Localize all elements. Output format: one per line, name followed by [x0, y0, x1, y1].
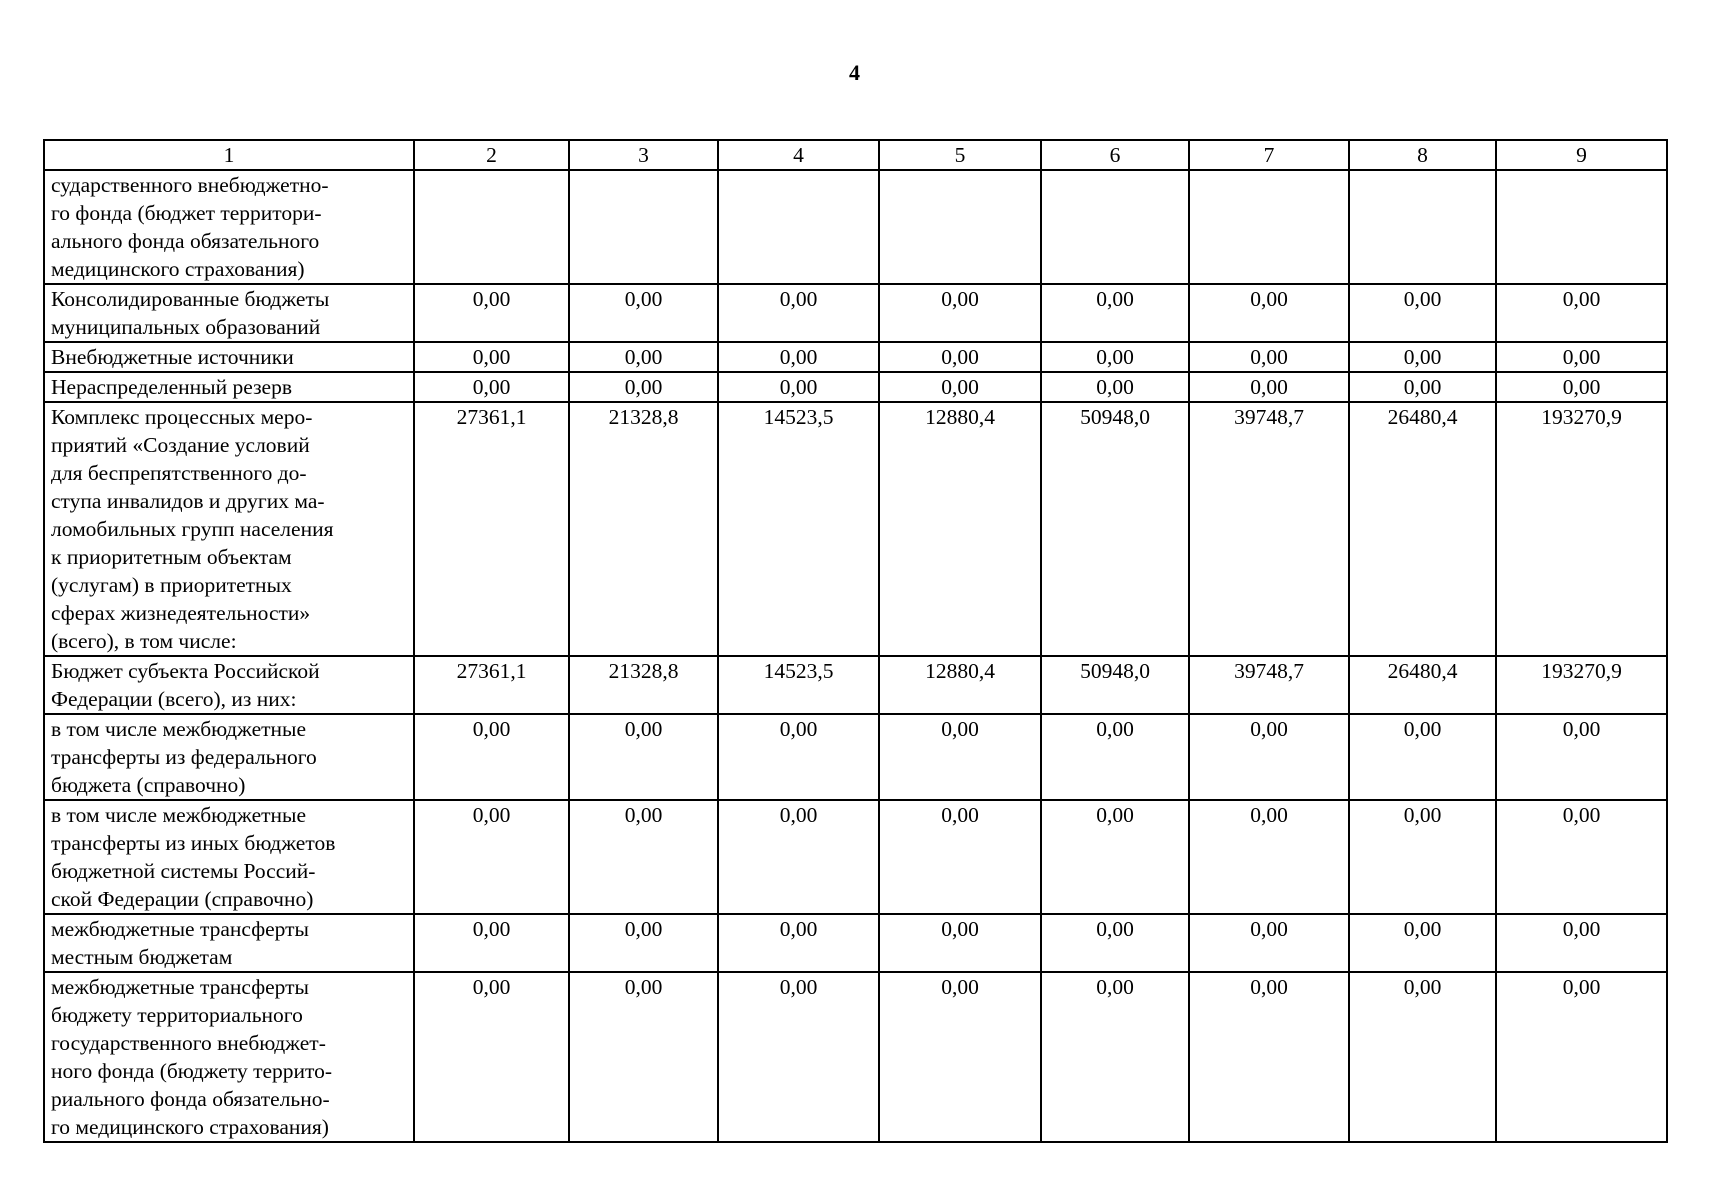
- column-header: 8: [1349, 140, 1496, 170]
- value-cell: 0,00: [1496, 342, 1667, 372]
- value-cell: 0,00: [1041, 714, 1189, 800]
- column-header: 3: [569, 140, 718, 170]
- value-cell: 0,00: [879, 914, 1041, 972]
- value-cell: [879, 170, 1041, 284]
- value-cell: 0,00: [879, 284, 1041, 342]
- value-cell: 0,00: [879, 714, 1041, 800]
- value-cell: 193270,9: [1496, 402, 1667, 656]
- table-row: [44, 972, 1667, 1142]
- row-label: сударственного внебюджетно- го фонда (бюджет территори- ального фонда обязательного медицинского страхования): [44, 170, 414, 284]
- value-cell: 0,00: [569, 800, 718, 914]
- value-cell: 0,00: [879, 372, 1041, 402]
- value-cell: [718, 170, 879, 284]
- value-cell: 0,00: [1189, 714, 1349, 800]
- value-cell: 12880,4: [879, 402, 1041, 656]
- value-cell: 0,00: [718, 800, 879, 914]
- value-cell: [414, 170, 569, 284]
- budget-table: [43, 139, 1668, 1143]
- value-cell: 0,00: [718, 342, 879, 372]
- value-cell: 0,00: [414, 372, 569, 402]
- value-cell: 0,00: [1496, 800, 1667, 914]
- value-cell: [1496, 170, 1667, 284]
- table-row: [44, 800, 1667, 914]
- value-cell: 0,00: [879, 342, 1041, 372]
- value-cell: 0,00: [1189, 972, 1349, 1142]
- value-cell: 0,00: [1349, 284, 1496, 342]
- value-cell: 0,00: [569, 372, 718, 402]
- table-row: [44, 372, 1667, 402]
- row-label: межбюджетные трансферты бюджету территориального государственного внебюджет- ного фонда (бюджету террито- риального фонда обязательно- го медицинского страхования): [44, 972, 414, 1142]
- value-cell: 0,00: [414, 800, 569, 914]
- value-cell: 0,00: [879, 800, 1041, 914]
- column-header: 7: [1189, 140, 1349, 170]
- value-cell: 26480,4: [1349, 402, 1496, 656]
- value-cell: 0,00: [569, 342, 718, 372]
- column-header: 2: [414, 140, 569, 170]
- table-row: [44, 342, 1667, 372]
- table-row: [44, 402, 1667, 656]
- table-row: [44, 284, 1667, 342]
- value-cell: 0,00: [1496, 714, 1667, 800]
- value-cell: 14523,5: [718, 402, 879, 656]
- value-cell: 0,00: [718, 284, 879, 342]
- value-cell: 0,00: [879, 972, 1041, 1142]
- row-label: Комплекс процессных меро- приятий «Создание условий для беспрепятственного до- ступа инвалидов и других ма- ломобильных групп населения к приоритетным объектам (услугам) в приоритетных сферах жизнедеятельности» (всего), в том числе:: [44, 402, 414, 656]
- value-cell: 0,00: [1496, 972, 1667, 1142]
- value-cell: 0,00: [414, 972, 569, 1142]
- value-cell: 0,00: [1041, 800, 1189, 914]
- value-cell: 0,00: [1349, 372, 1496, 402]
- value-cell: 0,00: [414, 342, 569, 372]
- value-cell: 12880,4: [879, 656, 1041, 714]
- value-cell: 193270,9: [1496, 656, 1667, 714]
- value-cell: 14523,5: [718, 656, 879, 714]
- value-cell: [569, 170, 718, 284]
- value-cell: 0,00: [414, 284, 569, 342]
- column-header: 6: [1041, 140, 1189, 170]
- column-header: 9: [1496, 140, 1667, 170]
- row-label: Бюджет субъекта Российской Федерации (всего), из них:: [44, 656, 414, 714]
- value-cell: 0,00: [718, 972, 879, 1142]
- value-cell: 0,00: [569, 914, 718, 972]
- table-body: [44, 170, 1667, 1142]
- value-cell: 0,00: [1189, 342, 1349, 372]
- value-cell: 0,00: [569, 972, 718, 1142]
- value-cell: 0,00: [569, 714, 718, 800]
- value-cell: 39748,7: [1189, 402, 1349, 656]
- value-cell: 0,00: [1189, 914, 1349, 972]
- value-cell: [1041, 170, 1189, 284]
- value-cell: 26480,4: [1349, 656, 1496, 714]
- value-cell: 0,00: [1496, 914, 1667, 972]
- row-label: Внебюджетные источники: [44, 342, 414, 372]
- table-row: [44, 656, 1667, 714]
- value-cell: 0,00: [1496, 284, 1667, 342]
- row-label: Нераспределенный резерв: [44, 372, 414, 402]
- table-row: [44, 170, 1667, 284]
- value-cell: 0,00: [569, 284, 718, 342]
- value-cell: 0,00: [1349, 914, 1496, 972]
- column-header: 1: [44, 140, 414, 170]
- row-label: межбюджетные трансферты местным бюджетам: [44, 914, 414, 972]
- value-cell: 0,00: [1041, 972, 1189, 1142]
- value-cell: 0,00: [1349, 972, 1496, 1142]
- value-cell: 0,00: [1041, 342, 1189, 372]
- value-cell: 0,00: [1189, 372, 1349, 402]
- row-label: Консолидированные бюджеты муниципальных образований: [44, 284, 414, 342]
- value-cell: 27361,1: [414, 402, 569, 656]
- value-cell: 0,00: [1041, 372, 1189, 402]
- value-cell: 0,00: [718, 372, 879, 402]
- value-cell: 0,00: [1349, 342, 1496, 372]
- value-cell: 0,00: [1189, 800, 1349, 914]
- column-header: 5: [879, 140, 1041, 170]
- value-cell: 0,00: [1349, 714, 1496, 800]
- value-cell: [1189, 170, 1349, 284]
- column-header: 4: [718, 140, 879, 170]
- value-cell: 27361,1: [414, 656, 569, 714]
- row-label: в том числе межбюджетные трансферты из иных бюджетов бюджетной системы Россий- ской Федерации (справочно): [44, 800, 414, 914]
- value-cell: 0,00: [414, 714, 569, 800]
- value-cell: 0,00: [1349, 800, 1496, 914]
- page-number: 4: [849, 60, 860, 85]
- value-cell: 21328,8: [569, 656, 718, 714]
- value-cell: 39748,7: [1189, 656, 1349, 714]
- row-label: в том числе межбюджетные трансферты из федерального бюджета (справочно): [44, 714, 414, 800]
- value-cell: 50948,0: [1041, 656, 1189, 714]
- table-row: [44, 714, 1667, 800]
- column-number-row: [44, 140, 1667, 170]
- value-cell: 0,00: [718, 714, 879, 800]
- value-cell: 0,00: [718, 914, 879, 972]
- value-cell: 0,00: [1041, 284, 1189, 342]
- table-row: [44, 914, 1667, 972]
- value-cell: 50948,0: [1041, 402, 1189, 656]
- value-cell: 0,00: [1041, 914, 1189, 972]
- value-cell: 0,00: [1496, 372, 1667, 402]
- value-cell: [1349, 170, 1496, 284]
- value-cell: 0,00: [1189, 284, 1349, 342]
- value-cell: 0,00: [414, 914, 569, 972]
- value-cell: 21328,8: [569, 402, 718, 656]
